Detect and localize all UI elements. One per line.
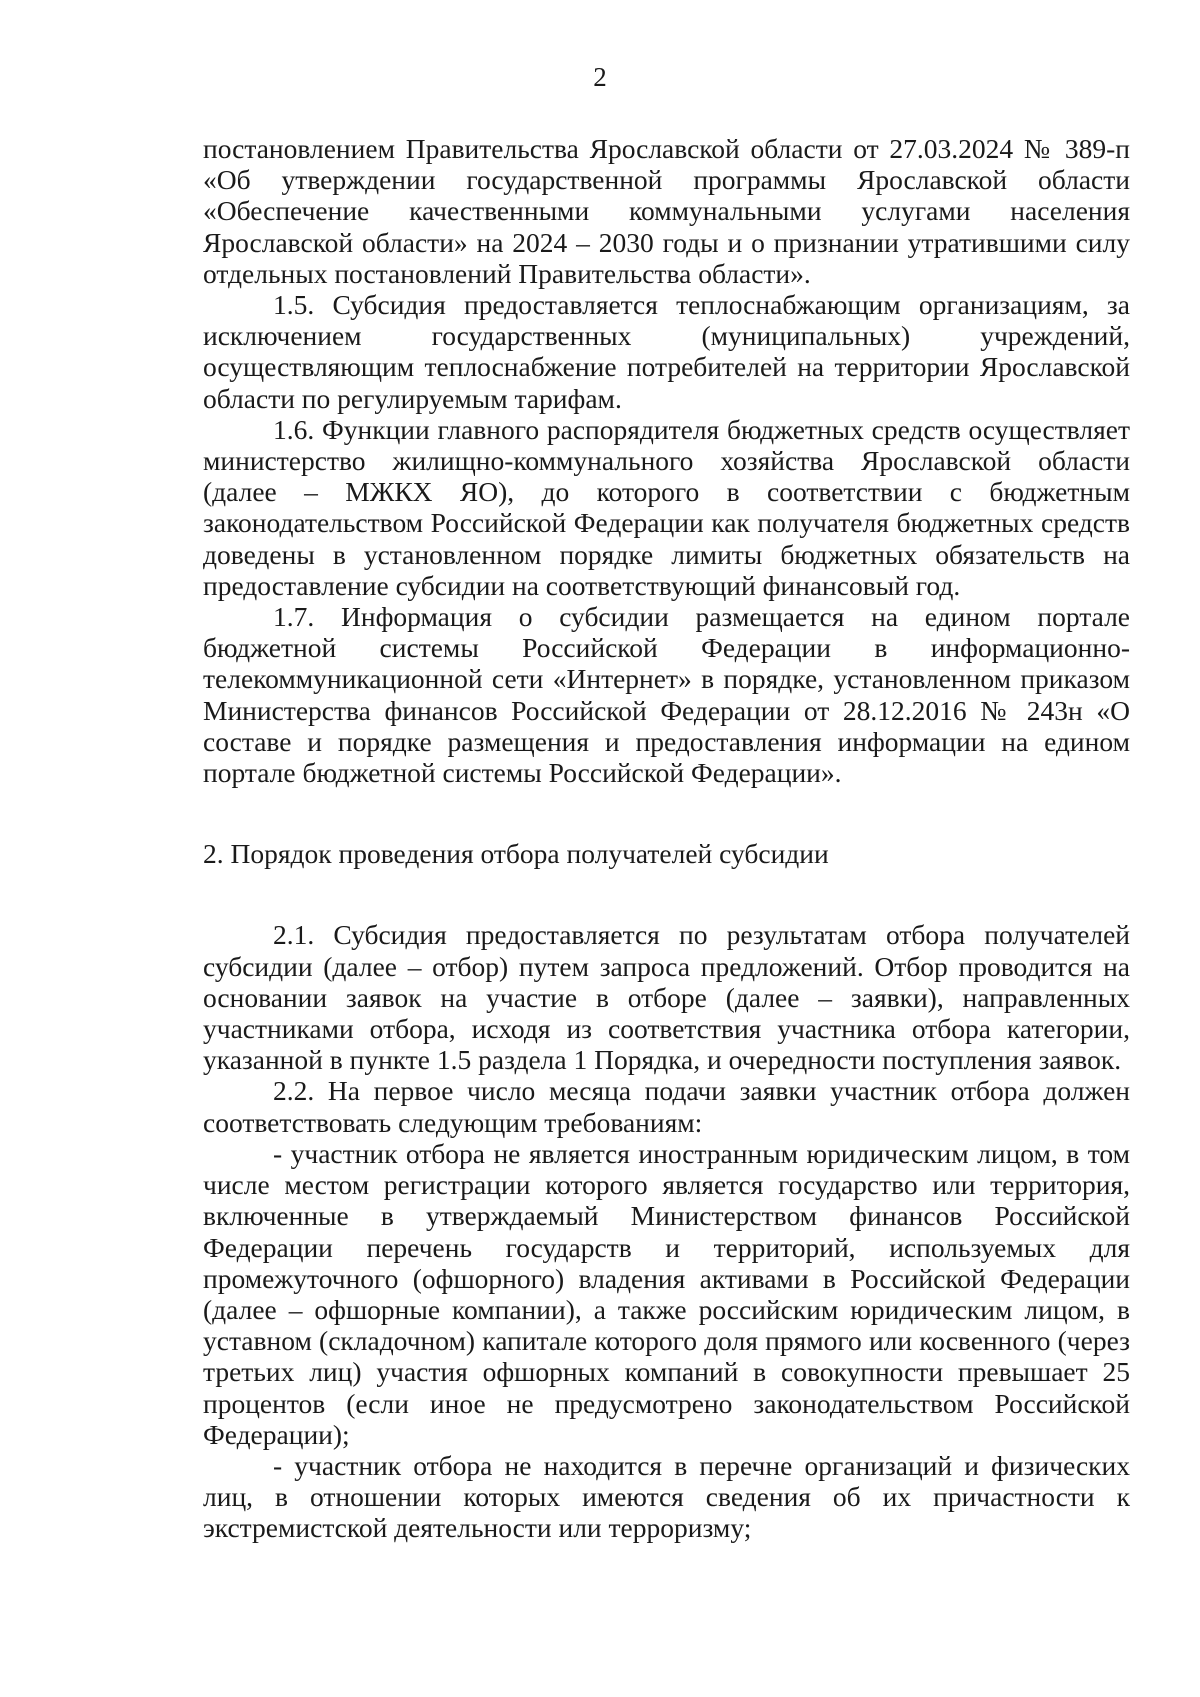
paragraph-2-2: 2.2. На первое число месяца подачи заявки участник отбора должен соответствовать следующим требованиям: [203,1075,1130,1138]
page-number: 2 [593,62,607,92]
section-2-heading: 2. Порядок проведения отбора получателей субсидии [203,838,829,870]
paragraph-continuation: постановлением Правительства Ярославской области от 27.03.2024 № 389-п «Об утверждении государственной программы Ярославской области «Обеспечение качественными коммунальными услугами населения Ярославской области» на 2024 – 2030 годы и о признании утратившими силу отдельных постановлений Правительства области». [203,133,1130,289]
paragraph-1-6: 1.6. Функции главного распорядителя бюджетных средств осуществляет министерство жилищно-коммунального хозяйства Ярославской области (далее – МЖКХ ЯО), до которого в соответствии с бюджетным законодательством Российской Федерации как получателя бюджетных средств доведены в установленном порядке лимиты бюджетных обязательств на предоставление субсидии на соответствующий финансовый год. [203,413,1130,601]
paragraph-1-7: 1.7. Информация о субсидии размещается на едином портале бюджетной системы Российской Федерации в информационно-телекоммуникационной сети «Интернет» в порядке, установленном приказом Министерства финансов Российской Федерации от 28.12.2016 № 243н «О составе и порядке размещения и предоставления информации на едином портале бюджетной системы Российской Федерации». [203,601,1130,789]
paragraph-2-1: 2.1. Субсидия предоставляется по результатам отбора получателей субсидии (далее – отбор) путем запроса предложений. Отбор проводится на основании заявок на участие в отборе (далее – заявки), направленных участниками отбора, исходя из соответствия участника отбора категории, указанной в пункте 1.5 раздела 1 Порядка, и очередности поступления заявок. [203,919,1130,1076]
requirement-offshore: - участник отбора не является иностранным юридическим лицом, в том числе местом регистрации которого является государство или территория, включенные в утверждаемый Министерством финансов Российской Федерации перечень государств и территорий, используемых для промежуточного (офшорного) владения активами в Российской Федерации (далее – офшорные компании), а также российским юридическим лицом, в уставном (складочном) капитале которого доля прямого или косвенного (через третьих лиц) участия офшорных компаний в совокупности превышает 25 процентов (если иное не предусмотрено законодательством Российской Федерации); [203,1137,1130,1450]
paragraph-1-5: 1.5. Субсидия предоставляется теплоснабжающим организациям, за исключением государственных (муниципальных) учреждений, осуществляющим теплоснабжение потребителей на территории Ярославской области по регулируемым тарифам. [203,289,1130,414]
document-body [203,133,1130,1544]
requirement-extremism: - участник отбора не находится в перечне организаций и физических лиц, в отношении которых имеются сведения об их причастности к экстремистской деятельности или терроризму; [203,1449,1130,1544]
